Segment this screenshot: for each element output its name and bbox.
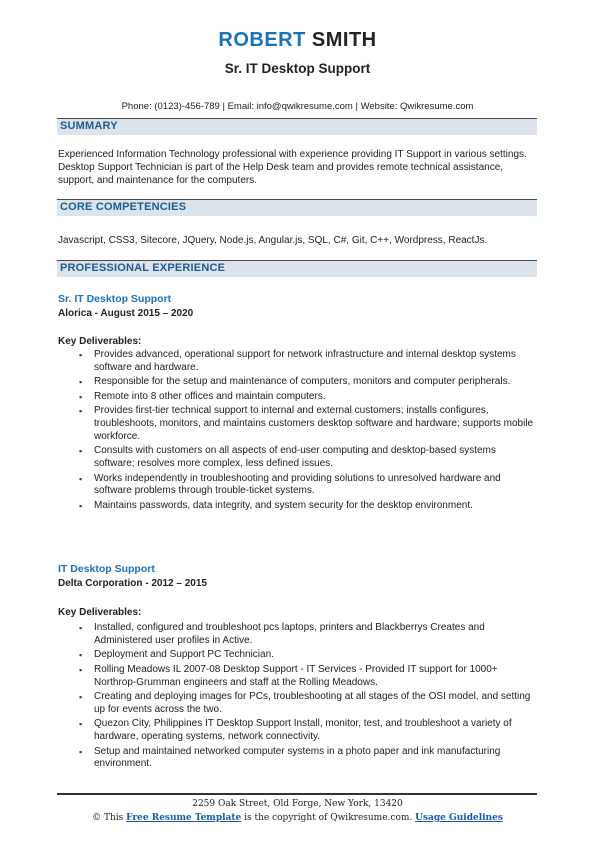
key-deliverables-label: Key Deliverables:: [58, 607, 142, 618]
last-name: SMITH: [311, 29, 377, 51]
key-deliverables-label: Key Deliverables:: [58, 336, 142, 347]
bullet-item: ▪ Quezon City, Philippines IT Desktop Support Install, monitor, test, and troubleshoot a variety of hardware, operating systems, network connectivity.: [58, 718, 536, 744]
bullet-item: ▪ Setup and maintained networked computer systems in a photo paper and ink manufacturing environment.: [58, 746, 536, 772]
bullet-item: ▪ Provides advanced, operational support for network infrastructure and internal desktop systems software and hardware.: [58, 349, 536, 375]
free-resume-template-link[interactable]: Free Resume Template: [126, 813, 242, 823]
summary-heading: SUMMARY: [60, 120, 118, 132]
job-title: IT Desktop Support: [58, 563, 155, 575]
contact-line: Phone: (0123)-456-789 | Email: info@qwikresume.com | Website: Qwikresume.com: [121, 101, 474, 112]
copyright-prefix: © This: [92, 813, 124, 823]
bullet-item: ▪ Responsible for the setup and maintenance of computers, monitors and computer peripherals.: [58, 376, 536, 389]
bullet-item: ▪ Consults with customers on all aspects of end-user computing and desktop-based systems software; resolves more complex, less defined issues.: [58, 445, 536, 471]
summary-heading-bar: [57, 118, 537, 135]
experience-heading: PROFESSIONAL EXPERIENCE: [60, 262, 226, 274]
competencies-heading-bar: [57, 199, 537, 216]
candidate-name: [0, 28, 595, 52]
bullet-item: ▪ Maintains passwords, data integrity, and system security for the desktop environment.: [58, 500, 536, 513]
job-company: Delta Corporation - 2012 – 2015: [58, 578, 207, 589]
bullet-item: ▪ Provides first-tier technical support to internal and external customers; installs configures, troubleshoots, monitors, and maintains customers desktop software and hardware; supports mobile workforce.: [58, 405, 536, 443]
bullet-item: ▪ Remote into 8 other offices and maintain computers.: [58, 391, 536, 404]
bullet-item: ▪ Works independently in troubleshooting and providing solutions to unresolved hardware and software problems through trouble-ticket systems.: [58, 473, 536, 499]
job-bullets: [58, 349, 536, 514]
footer-address: 2259 Oak Street, Old Forge, New York, 13420: [192, 799, 403, 809]
job-bullets: [58, 622, 536, 773]
bullet-item: ▪ Rolling Meadows IL 2007-08 Desktop Support - IT Services - Provided IT support for 1000+ Northrop-Grumman engineers and staff at the Rolling Meadows.: [58, 664, 536, 690]
bullet-item: ▪ Installed, configured and troubleshoot pcs laptops, printers and Blackberrys Creates and Administered user profiles in Active.: [58, 622, 536, 648]
candidate-title: Sr. IT Desktop Support: [224, 61, 371, 76]
bullet-item: ▪ Creating and deploying images for PCs, troubleshooting at all stages of the OSI model, and setting up for events across the two.: [58, 691, 536, 717]
competencies-text: Javascript, CSS3, Sitecore, JQuery, Node.js, Angular.js, SQL, C#, Git, C++, Wordpress, ReactJs.: [58, 235, 488, 246]
first-name: ROBERT: [218, 29, 306, 51]
copyright-middle: is the copyright of Qwikresume.com.: [244, 813, 413, 823]
job-company: Alorica - August 2015 – 2020: [58, 308, 194, 319]
footer-divider: [57, 793, 537, 795]
competencies-heading: CORE COMPETENCIES: [60, 201, 187, 213]
footer-copyright: [0, 813, 595, 823]
usage-guidelines-link[interactable]: Usage Guidelines: [415, 813, 503, 823]
bullet-item: ▪ Deployment and Support PC Technician.: [58, 649, 536, 662]
experience-heading-bar: [57, 260, 537, 277]
job-title: Sr. IT Desktop Support: [58, 293, 172, 305]
summary-text: Experienced Information Technology professional with experience providing IT Support in various settings. Desktop Support Technician is part of the Help Desk team and provides remote technical assistance, support, and maintenance for the computers.: [58, 149, 527, 186]
